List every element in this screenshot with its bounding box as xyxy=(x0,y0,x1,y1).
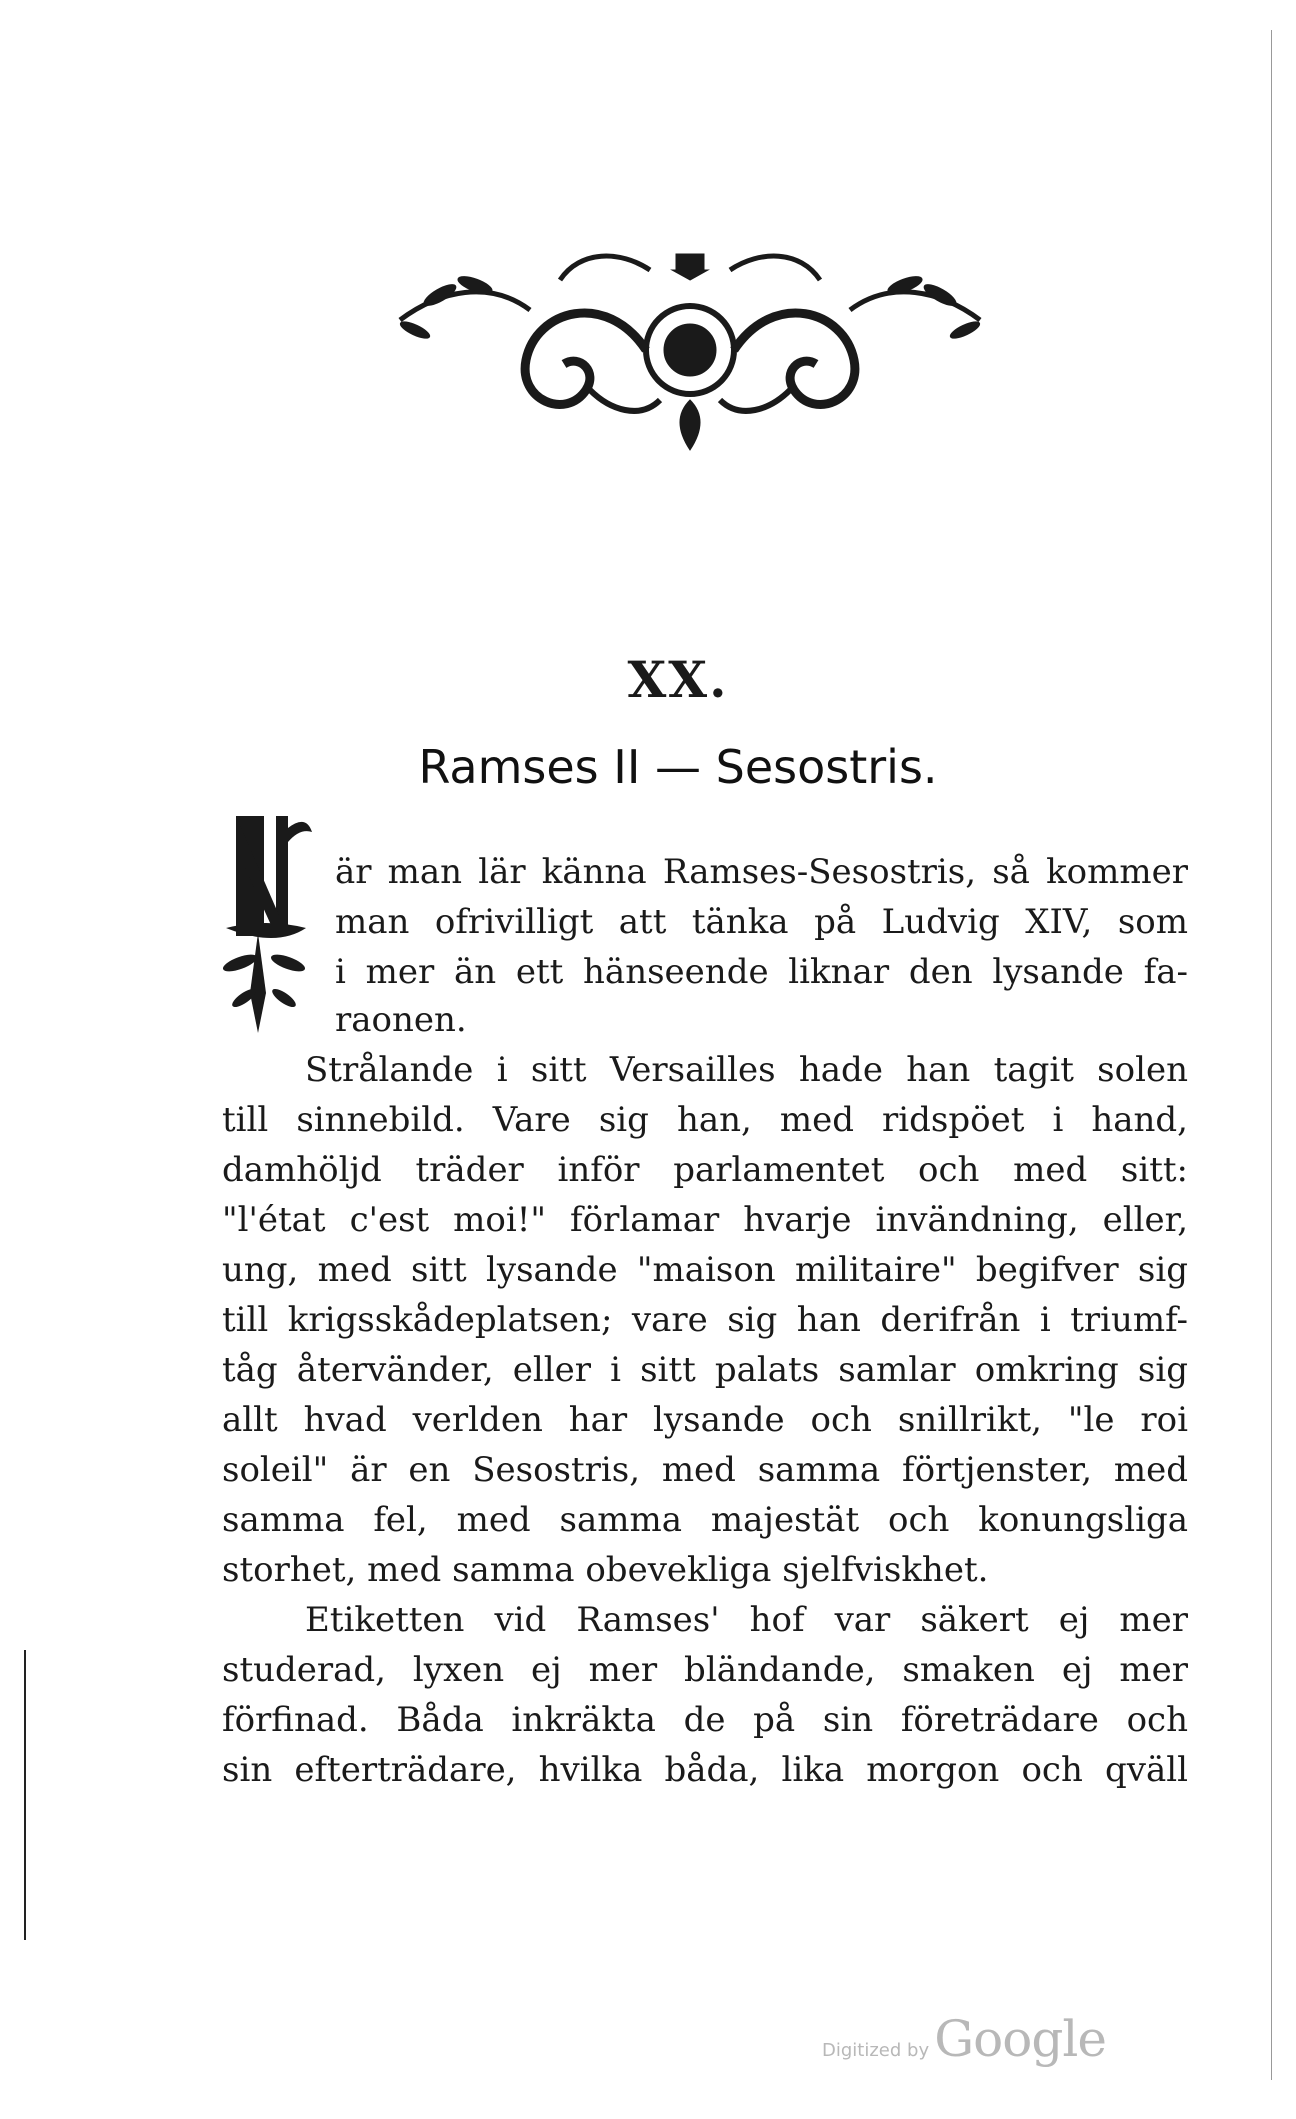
digitized-by-google-watermark xyxy=(822,2010,1106,2068)
text-line: damhöljd träder inför parlamentet och med sitt: xyxy=(222,1150,1188,1190)
text-line: storhet, med samma obevekliga sjelfviskhet. xyxy=(222,1550,989,1590)
ornamental-initial-N-icon xyxy=(218,808,318,1038)
text-line: studerad, lyxen ej mer bländande, smaken ej mer xyxy=(222,1650,1188,1690)
text-line: sin efterträdare, hvilka båda, lika morgon och qväll xyxy=(222,1750,1188,1790)
text-line: samma fel, med samma majestät och konungsliga xyxy=(222,1500,1188,1540)
floral-ornament-icon xyxy=(380,240,1000,460)
text-line: till sinnebild. Vare sig han, med ridspöet i hand, xyxy=(222,1100,1188,1140)
text-line: tåg återvänder, eller i sitt palats samlar omkring sig xyxy=(222,1350,1188,1390)
text-line: raonen. xyxy=(335,1000,467,1040)
google-logo: Google xyxy=(934,2010,1106,2068)
watermark-prefix: Digitized by xyxy=(822,2040,930,2061)
chapter-number: XX. xyxy=(627,650,729,709)
text-line: man ofrivilligt att tänka på Ludvig XIV, som xyxy=(335,902,1188,942)
scan-edge-left xyxy=(24,1650,26,1940)
text-line: till krigsskådeplatsen; vare sig han derifrån i triumf- xyxy=(222,1300,1188,1340)
text-line: förfinad. Båda inkräkta de på sin företrädare och xyxy=(222,1700,1188,1740)
text-line: ung, med sitt lysande "maison militaire" begifver sig xyxy=(222,1250,1188,1290)
chapter-title: Ramses II — Sesostris. xyxy=(418,740,938,794)
text-line: "l'état c'est moi!" förlamar hvarje invändning, eller, xyxy=(222,1200,1188,1240)
text-line: allt hvad verlden har lysande och snillrikt, "le roi xyxy=(222,1400,1188,1440)
text-line: är man lär känna Ramses-Sesostris, så kommer xyxy=(335,852,1188,892)
text-line: Strålande i sitt Versailles hade han tagit solen xyxy=(305,1050,1188,1090)
text-line: soleil" är en Sesostris, med samma förtjenster, med xyxy=(222,1450,1188,1490)
text-line: Etiketten vid Ramses' hof var säkert ej mer xyxy=(305,1600,1188,1640)
text-line: i mer än ett hänseende liknar den lysande fa- xyxy=(335,952,1188,992)
scan-edge-right xyxy=(1271,30,1272,2080)
